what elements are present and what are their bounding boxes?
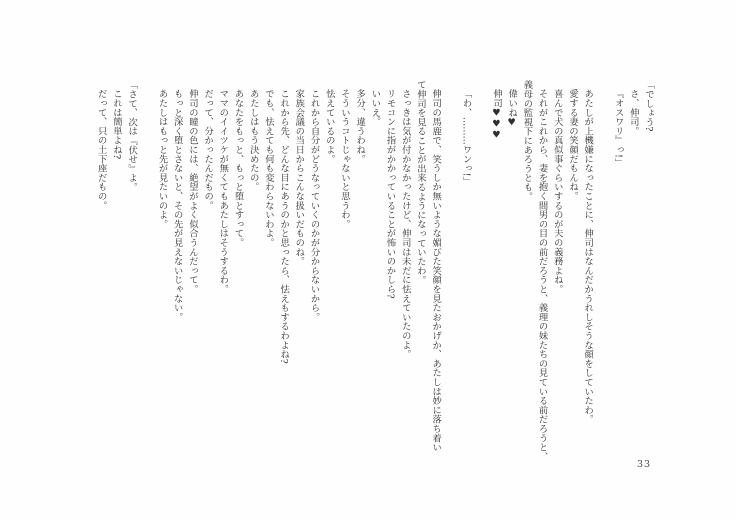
text-line: 怯えているのよ。 bbox=[323, 89, 335, 164]
page-number: 33 bbox=[637, 459, 652, 470]
text-line: 伸司の瞳の色には、絶望がよく似合うんだって。 bbox=[186, 89, 198, 294]
text-line: ママのイイツケが無くてもあたしはそうするわ。 bbox=[217, 89, 229, 294]
text-line: それがこれから、妻を抱く間男の目の前だろうと、義理の妹たちの見ている前だろうと、 bbox=[536, 89, 548, 462]
blank-line bbox=[595, 80, 610, 464]
text-line: 愛する妻の笑顔だもんね。 bbox=[566, 89, 578, 201]
text-line: でも、怯えても何も変わらないわよ。 bbox=[262, 89, 274, 248]
text-line: 「さて、次は『伏せ』よ。 bbox=[126, 80, 138, 192]
blank-line bbox=[474, 80, 489, 464]
text-line: あなたをもっと、もっと堕とすって。 bbox=[232, 89, 244, 248]
text-line: もっと深く堕とさないと、その先が見えないじゃない。 bbox=[171, 89, 183, 322]
text-line: いいえ。 bbox=[369, 89, 381, 127]
text-line: 伸司♥♥♥ bbox=[490, 89, 502, 141]
text-line: だって、只の土下座だもの。 bbox=[95, 89, 107, 211]
text-line: さ、伸司。 bbox=[627, 89, 639, 136]
text-line: 「でしょう? bbox=[643, 80, 654, 132]
text-line: て伸司を見ることが出来るようになっていたわ。 bbox=[414, 80, 426, 285]
text-line: だって、分かったんだもの。 bbox=[202, 89, 214, 211]
text-line: そういうコトじゃないと思うわ。 bbox=[338, 89, 350, 229]
text-line: あたしが上機嫌になったことに、伸司はなんだかうれしそうな顔をしていたわ。 bbox=[582, 89, 594, 425]
blank-line bbox=[139, 80, 154, 464]
blank-line bbox=[443, 80, 458, 464]
text-line: さっきは気が付かなかったけど、伸司は未だに怯えていたのよ。 bbox=[399, 89, 411, 359]
text-line: リモコンに指がかかっていることが怖いのかしら? bbox=[384, 89, 396, 299]
vertical-text-body bbox=[93, 80, 656, 464]
text-line: 伸司の馬鹿で、笑うしか無いような媚びた笑顔を見たおかげか、あたしは妙に落ち着い bbox=[430, 89, 442, 452]
text-line: これから自分がどうなっていくのかが分からないから。 bbox=[308, 89, 320, 322]
text-line: 家族会議の当日からこんな扱いだものね。 bbox=[293, 89, 305, 266]
text-line: あたしはもう決めたの。 bbox=[247, 89, 259, 192]
text-line: あたしはもっと先が見たいのよ。 bbox=[156, 89, 168, 229]
text-line: これから先、どんな目にあうのかと思ったら、怯えもするわよね? bbox=[278, 89, 290, 364]
text-line: 偉いね♥ bbox=[506, 89, 518, 129]
text-line: 「わ、………ワンっ!」 bbox=[460, 89, 472, 187]
text-line: 喜んで犬の真似事ぐらいするのが夫の義務よね。 bbox=[551, 89, 563, 294]
text-line: これは簡単よね? bbox=[110, 89, 122, 160]
text-line: 『オスワリ』っ!」 bbox=[612, 89, 624, 168]
text-line: 義母の監視下にあろうとも。 bbox=[521, 80, 533, 201]
text-line: 多分、違うわね。 bbox=[354, 89, 366, 164]
